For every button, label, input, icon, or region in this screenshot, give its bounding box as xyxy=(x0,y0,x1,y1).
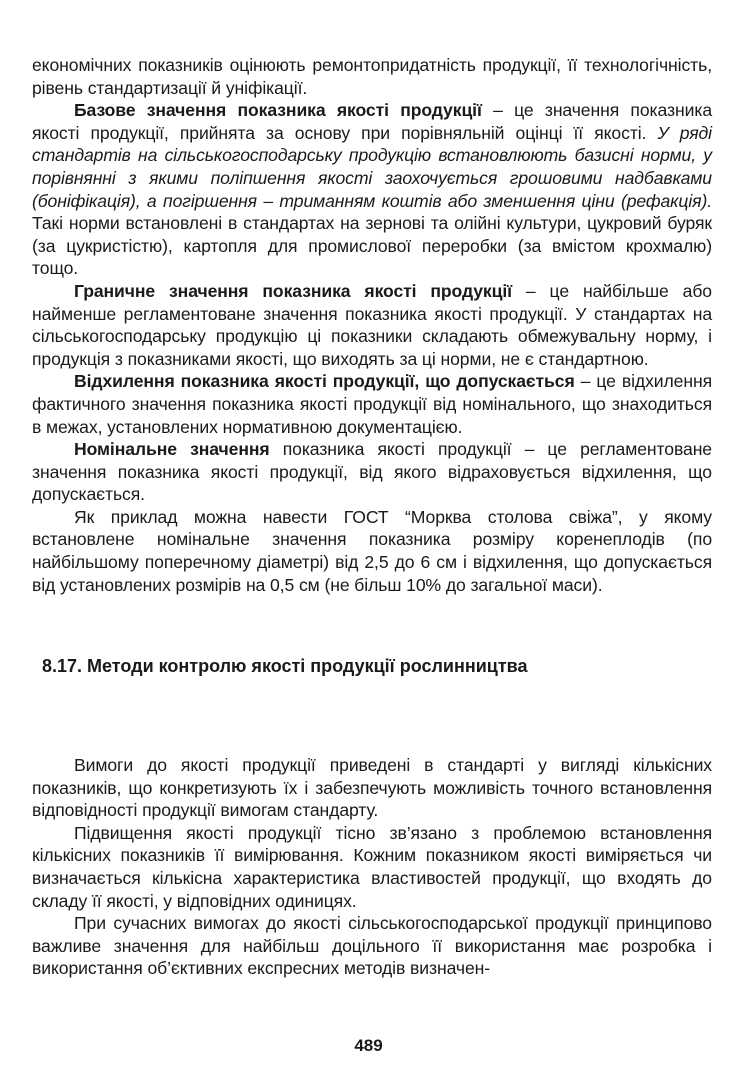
paragraph-limit-value xyxy=(32,280,712,370)
definition-nominal-value: показника якості продукції – це регламентоване значення показника якості продукції, від якого відраховується відхилення, що допускається. xyxy=(32,439,712,505)
italic-base-norms: У ряді стандартів на сільськогосподарську продукцію встановлюють базисні норми, у порівнянні з якими поліпшення якості заохочується грошовими надбавками (боніфікація), а погіршення – триманням коштів або зменшення ціни (рефакція). xyxy=(32,122,712,211)
text-block-bottom xyxy=(32,754,712,980)
paragraph-nominal-value xyxy=(32,438,712,506)
paragraph-base-value xyxy=(32,99,712,280)
term-nominal-value: Номінальне значення xyxy=(74,439,270,460)
paragraph-example: Як приклад можна навести ГОСТ “Морква столова свіжа”, у якому встановлене номінальне значення показника розміру коренеплодів (по найбільшому поперечному діаметрі) від 2,5 до 6 см і відхилення, що допускається від установлених розмірів на 0,5 см (не більш 10% до загальної маси). xyxy=(32,506,712,595)
section-heading: 8.17. Методи контролю якості продукції рослинництва xyxy=(42,656,528,676)
term-limit-value: Граничне значення показника якості продукції xyxy=(74,280,512,301)
paragraph-requirements: Вимоги до якості продукції приведені в стандарті у вигляді кількісних показників, що конкретизують їх і забезпечують можливість точного встановлення відповідності продукції вимогам стандарту. xyxy=(32,755,712,821)
term-allowed-deviation: Відхилення показника якості продукції, що допускається xyxy=(74,371,575,392)
paragraph-allowed-deviation xyxy=(32,370,712,438)
definition-allowed-deviation: – це відхилення фактичного значення показника якості продукції від номінального, що знаходиться в межах, установлених нормативною документацією. xyxy=(32,371,713,437)
paragraph-continuation: економічних показників оцінюють ремонтопридатність продукції, її технологічність, рівень стандартизації й уніфікації. xyxy=(32,55,712,98)
definition-limit-value: – це найбільше або найменше регламентоване значення показника якості продукції. У стандартах на сільськогосподарську продукцію ці показники складають обмежувальну норму, і продукція з показниками якості, що виходять за ці норми, не є стандартною. xyxy=(32,280,712,369)
paragraph-modern-requirements: При сучасних вимогах до якості сільськогосподарської продукції принципово важливе значення для найбільш доцільного її використання має розробка і використання об’єктивних експресних методів визначен- xyxy=(32,913,712,979)
definition-base-value: – це значення показника якості продукції, прийнята за основу при порівняльній оцінці її якості. xyxy=(32,100,712,143)
text-base-norms-examples: Такі норми встановлені в стандартах на зернові та олійні культури, цукровий буряк (за цукристістю), картопля для промислової переробки (за вмістом крохмалю) тощо. xyxy=(32,213,712,279)
term-base-value: Базове значення показника якості продукції xyxy=(74,100,482,121)
text-block-top xyxy=(32,54,712,596)
page-number: 489 xyxy=(354,1036,383,1055)
paragraph-quality-improvement: Підвищення якості продукції тісно зв’язано з проблемою встановлення кількісних показників її вимірювання. Кожним показником якості виміряється чи визначається кількісна характеристика властивостей продукції, що входять до складу її якості, у відповідних одиницях. xyxy=(32,822,712,911)
